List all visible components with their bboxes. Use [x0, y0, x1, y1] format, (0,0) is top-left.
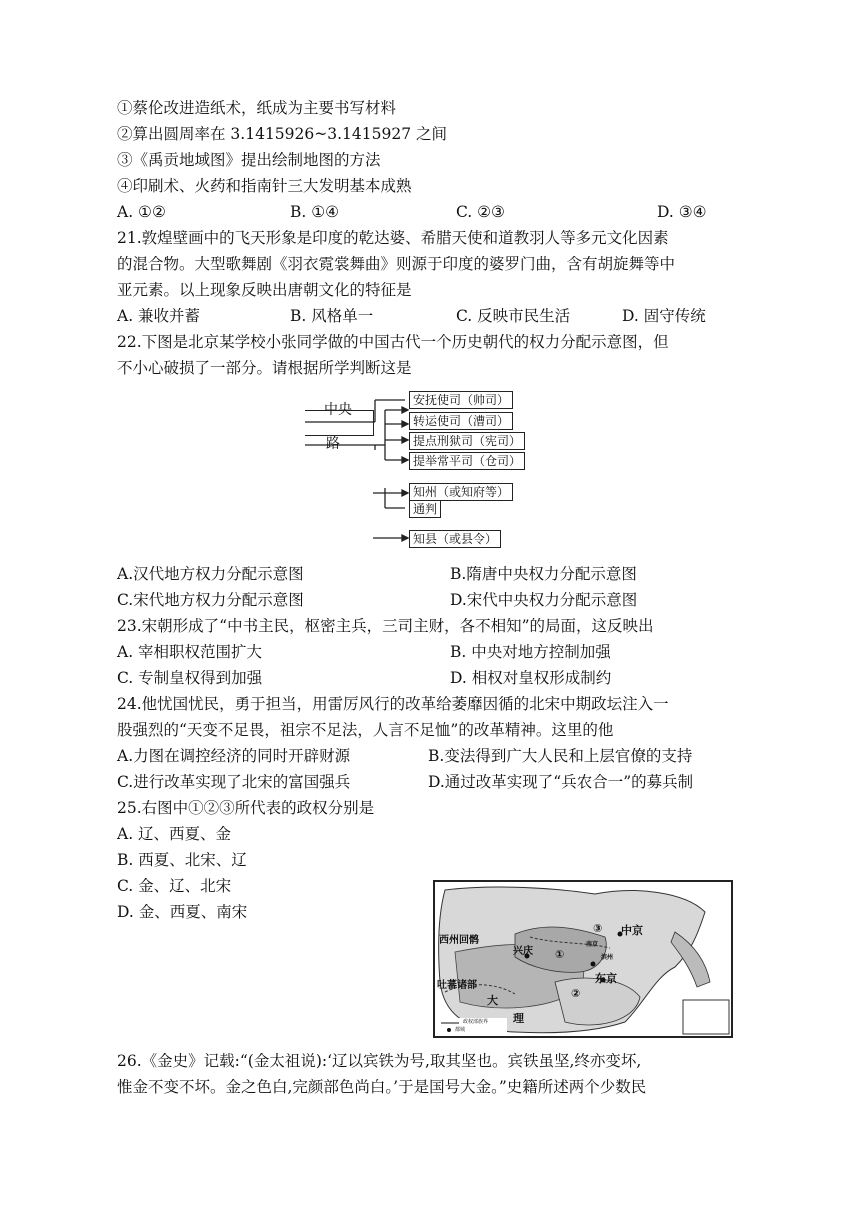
q20-option-a: A. ①②	[117, 203, 166, 221]
map-label: ①	[555, 948, 565, 961]
map-label: 吐蕃诸部	[437, 980, 477, 991]
office-box: 安抚使司（帅司）	[409, 391, 513, 409]
q21-stem: 亚元素。以上现象反映出唐朝文化的特征是	[117, 281, 412, 299]
office-box: 提点刑狱司（宪司）	[409, 432, 525, 450]
map-label: 理	[513, 1012, 524, 1025]
q23-option-c: C. 专制皇权得到加强	[117, 669, 263, 687]
q21-stem: 的混合物。大型歌舞剧《羽衣霓裳舞曲》则源于印度的婆罗门曲，含有胡旋舞等中	[117, 255, 676, 273]
q26-stem: 惟金不变不坏。金之色白,完颜部色尚白。’于是国号大金。”史籍所述两个少数民	[117, 1078, 647, 1096]
office-box: 转运使司（漕司）	[409, 412, 513, 430]
q24-option-b: B.变法得到广大人民和上层官僚的支持	[428, 747, 693, 765]
q20-option-c: C. ②③	[456, 203, 505, 221]
q20-option-d: D. ③④	[657, 203, 707, 221]
power-distribution-diagram	[305, 390, 545, 550]
q22-stem: 22.下图是北京某学校小张同学做的中国古代一个历史朝代的权力分配示意图，但	[117, 333, 669, 351]
q25-option-a: A. 辽、西夏、金	[117, 825, 232, 843]
q23-option-a: A. 宰相职权范围扩大	[117, 643, 263, 661]
q22-stem: 不小心破损了一部分。请根据所学判断这是	[117, 359, 412, 377]
center-box	[305, 410, 374, 436]
map-legend-label: 都城	[455, 1027, 466, 1033]
q21-option-a: A. 兼收并蓄	[117, 307, 201, 325]
q24-option-d: D.通过改革实现了“兵农合一”的募兵制	[428, 773, 694, 791]
map-label: 东京	[595, 972, 617, 985]
q25-stem: 25.右图中①②③所代表的政权分别是	[117, 799, 375, 817]
map-terrain	[435, 882, 731, 1036]
q23-stem: 23.宋朝形成了“中书主民，枢密主兵，三司主财，各不相知”的局面，这反映出	[117, 617, 654, 635]
tongpan-box: 通判	[409, 500, 441, 518]
q20-item: ②算出圆周率在 3.1415926~3.1415927 之间	[117, 125, 447, 143]
diagram-center-label: 中央	[324, 402, 352, 418]
zhou-box: 知州（或知府等）	[409, 483, 513, 501]
q21-option-b: B. 风格单一	[290, 307, 374, 325]
historical-map	[433, 880, 733, 1038]
map-label: 西州回鹘	[439, 935, 479, 946]
map-label: 中京	[621, 924, 643, 937]
q21-option-d: D. 固守传统	[622, 307, 706, 325]
office-box: 提举常平司（仓司）	[409, 452, 525, 470]
q22-option-d: D.宋代中央权力分配示意图	[450, 591, 638, 609]
q21-option-c: C. 反映市民生活	[456, 307, 571, 325]
map-label: ②	[571, 987, 581, 1000]
q23-option-b: B. 中央对地方控制加强	[450, 643, 611, 661]
q25-option-d: D. 金、西夏、南宋	[117, 903, 248, 921]
q24-stem: 股强烈的“天变不足畏，祖宗不足法，人言不足恤”的改革精神。这里的他	[117, 721, 614, 739]
xian-box: 知县（或县令）	[409, 530, 501, 548]
q20-item: ④印刷术、火药和指南针三大发明基本成熟	[117, 177, 412, 195]
q24-option-a: A.力图在调控经济的同时开辟财源	[117, 747, 351, 765]
diagram-lu-label: 路	[326, 436, 340, 452]
q26-stem: 26.《金史》记载:“(金太祖说):‘辽以宾铁为号,取其坚也。宾铁虽坚,终亦变坏,	[117, 1052, 642, 1070]
q24-option-c: C.进行改革实现了北宋的富国强兵	[117, 773, 351, 791]
map-label: 大	[487, 994, 498, 1007]
q20-option-b: B. ①④	[290, 203, 340, 221]
q20-item: ③《禹贡地域图》提出绘制地图的方法	[117, 151, 381, 169]
q20-item: ①蔡伦改进造纸术，纸成为主要书写材料	[117, 99, 397, 117]
q21-stem: 21.敦煌壁画中的飞天形象是印度的乾达婆、希腊天使和道教羽人等多元文化因素	[117, 229, 669, 247]
q22-option-b: B.隋唐中央权力分配示意图	[450, 565, 637, 583]
q22-option-c: C.宋代地方权力分配示意图	[117, 591, 304, 609]
q22-option-a: A.汉代地方权力分配示意图	[117, 565, 304, 583]
map-label: 南京	[586, 941, 599, 948]
map-label: ③	[593, 922, 603, 935]
q23-option-d: D. 相权对皇权形成制约	[450, 669, 612, 687]
q25-option-c: C. 金、辽、北宋	[117, 877, 232, 895]
q24-stem: 24.他忧国忧民，勇于担当，用雷厉风行的改革给萎靡因循的北宋中期政坛注入一	[117, 695, 669, 713]
map-legend-label: 政权部族界	[463, 1019, 489, 1025]
map-label: 兴庆	[513, 946, 533, 957]
map-label: 滨州	[601, 954, 614, 961]
q25-option-b: B. 西夏、北宋、辽	[117, 851, 247, 869]
